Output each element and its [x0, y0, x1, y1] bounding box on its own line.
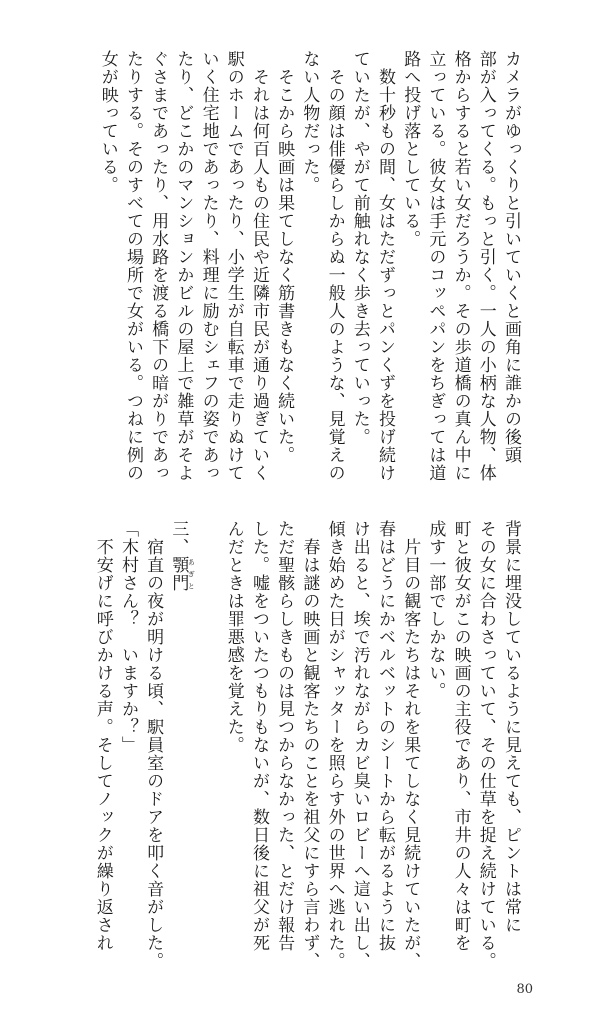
text-line: した。嘘をついたつもりもないが、数日後に祖父が死: [248, 520, 269, 952]
text-line: 春は謎の映画と観客たちのことを祖父にすら言わず、: [299, 520, 320, 970]
text-line: そこから映画は果てしなく筋書きもなく続いた。: [274, 50, 295, 464]
page-number: 80: [516, 982, 533, 997]
text-line: その顔は俳優らしからぬ一般人のような、見覚えの: [324, 50, 345, 482]
text-line: 成す一部でしかない。: [425, 520, 446, 700]
section-heading-title: 顎門 あぎと: [168, 556, 196, 592]
text-line: 立っている。彼女は手元のコッペパンをちぎっては道: [425, 50, 446, 482]
text-line: 女が映っている。: [97, 50, 118, 194]
top-text-block: [95, 50, 523, 492]
text-line: カメラがゆっくりと引いていくと画角に誰かの後頭: [501, 50, 521, 464]
text-line: 「木村さん？ いますか？」: [117, 520, 138, 754]
text-line: その女に合わさっていて、その仕草を捉え続けている。: [475, 520, 496, 970]
text-line: それは何百人もの住民や近隣市民が通り過ぎていく: [248, 50, 269, 482]
text-line: たりする。そのすべての場所で女がいる。つねに例の: [122, 50, 143, 482]
text-line: いく住宅地であったり、料理に励むシェフの姿であっ: [198, 50, 219, 482]
text-line: 駅のホームであったり、小学生が自転車で走りぬけて: [223, 50, 244, 482]
text-line: 町と彼女がこの映画の主役であり、市井の人々は町を: [450, 520, 471, 952]
section-heading-ruby: あぎと: [187, 556, 196, 592]
text-line: 部が入ってくる。もっと引く。一人の小柄な人物、体: [475, 50, 496, 482]
text-line: 春はどうにかベルベットのシートから転がるように抜: [374, 520, 395, 952]
text-line: ていたが、やがて前触れなく歩き去っていった。: [349, 50, 370, 446]
text-line: 数十秒もの間、女はただずっとパンくずを投げ続け: [374, 50, 395, 482]
text-line: 背景に埋没しているように見えても、ピントは常に: [501, 520, 521, 934]
text-line: ない人物だった。: [299, 50, 320, 194]
bottom-text-block: [90, 520, 523, 970]
text-line: ただ聖骸らしきものは見つからなかった、とだけ報告: [274, 520, 295, 952]
text-line: 片目の観客たちはそれを果てしなく見続けていたが、: [400, 520, 421, 970]
text-line: 不安げに呼びかける声。そしてノックが繰り返され: [92, 520, 113, 952]
text-line: ぐさまであったり、用水路を渡る橋下の暗がりであっ: [148, 50, 169, 482]
section-heading-number: 三、: [168, 520, 189, 556]
section-heading: [165, 520, 195, 962]
text-line: たり、どこかのマンションかビルの屋上で雑草がそよ: [173, 50, 194, 482]
text-line: 路へ投げ落としている。: [400, 50, 421, 248]
text-line: 格からすると若い女だろうか。その歩道橋の真ん中に: [450, 50, 471, 482]
blank-line: [195, 520, 220, 962]
text-line: 宿直の夜が明ける頃、駅員室のドアを叩く音がした。: [143, 520, 164, 970]
text-line: け出ると、埃で汚れながらカビ臭いロビーへ這い出し、: [349, 520, 370, 970]
text-line: 傾き始めた日がシャッターを照らす外の世界へ逃れた。: [324, 520, 345, 970]
text-line: んだときは罪悪感を覚えた。: [223, 520, 244, 754]
